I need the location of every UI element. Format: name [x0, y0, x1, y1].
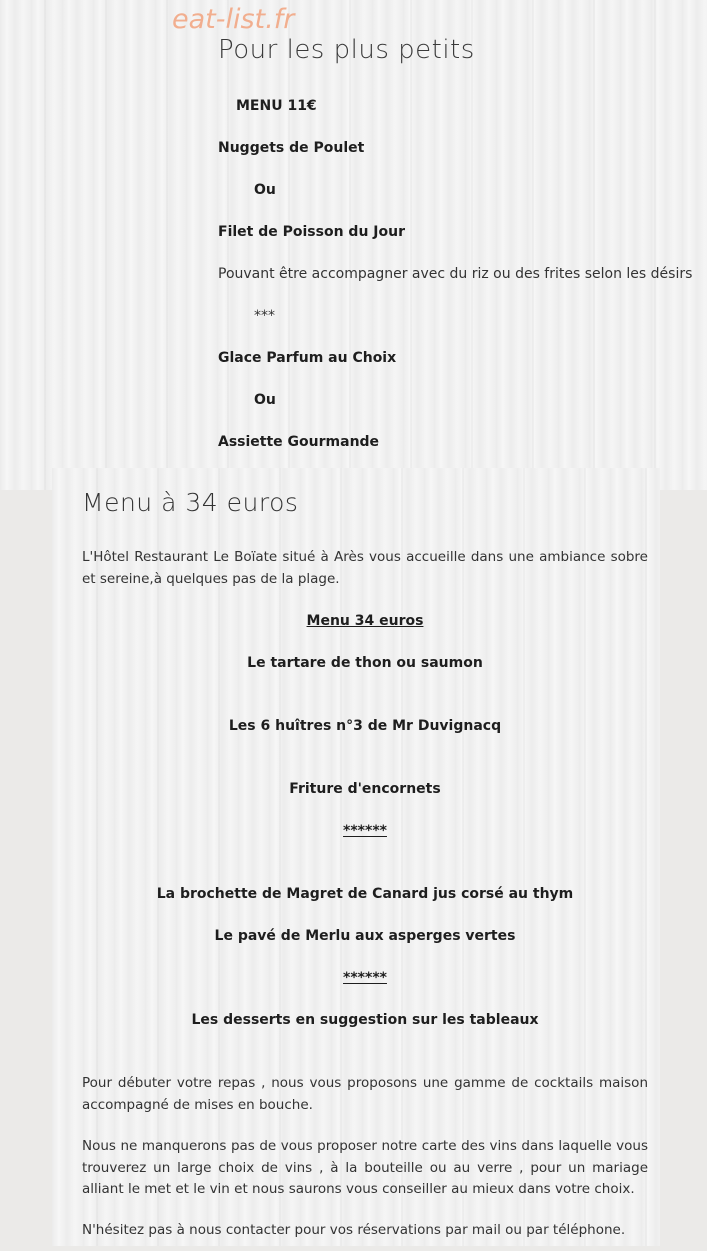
- menu-34-paragraph-cocktails: Pour débuter votre repas , nous vous proposons une gamme de cocktails maison accompagné de mises en bouche.: [82, 1075, 648, 1113]
- menu-34-starter: Le tartare de thon ou saumon: [247, 655, 483, 671]
- kids-menu-item-nuggets: Nuggets de Poulet: [218, 140, 365, 156]
- menu-34-main: La brochette de Magret de Canard jus corsé au thym: [156, 886, 574, 902]
- menu-34-separator-text: ******: [343, 970, 387, 986]
- menu-34-subtitle-text: Menu 34 euros: [306, 613, 424, 629]
- menu-34-starter: Friture d'encornets: [289, 781, 441, 797]
- menu-34-main: Le pavé de Merlu aux asperges vertes: [214, 928, 516, 944]
- kids-menu-price: MENU 11€: [236, 98, 317, 114]
- kids-menu-note: Pouvant être accompagner avec du riz ou des frites selon les désirs: [218, 266, 693, 282]
- kids-menu-section: [0, 0, 707, 490]
- menu-34-paragraph-wines: Nous ne manquerons pas de vous proposer notre carte des vins dans laquelle vous trouverez un large choix de vins , à la bouteille ou au verre , pour un mariage alliant le met et le vin et nous saurons vous conseiller au mieux dans votre choix.: [82, 1138, 648, 1197]
- kids-menu-item-fish: Filet de Poisson du Jour: [218, 224, 405, 240]
- site-watermark: eat-list.fr: [172, 4, 295, 35]
- menu-34-separator: [82, 969, 648, 987]
- kids-menu-or: Ou: [254, 392, 276, 408]
- menu-34-starter: Les 6 huîtres n°3 de Mr Duvignacq: [228, 718, 502, 734]
- kids-menu-or: Ou: [254, 182, 276, 198]
- kids-menu-item-plate: Assiette Gourmande: [218, 434, 380, 450]
- kids-menu-title: Pour les plus petits: [218, 35, 475, 65]
- kids-menu-item-icecream: Glace Parfum au Choix: [218, 350, 397, 366]
- menu-34-subtitle: [82, 612, 648, 630]
- menu-34-paragraph-contact: N'hésitez pas à nous contacter pour vos réservations par mail ou par téléphone.: [82, 1222, 626, 1238]
- menu-34-intro: L'Hôtel Restaurant Le Boïate situé à Arès vous accueille dans une ambiance sobre et sereine,à quelques pas de la plage.: [82, 549, 648, 587]
- kids-menu-separator: ***: [254, 308, 275, 324]
- menu-34-dessert: Les desserts en suggestion sur les tableaux: [191, 1012, 539, 1028]
- menu-34-separator: [82, 822, 648, 840]
- menu-34-separator-text: ******: [343, 823, 387, 839]
- menu-34-title: Menu à 34 euros: [82, 488, 299, 517]
